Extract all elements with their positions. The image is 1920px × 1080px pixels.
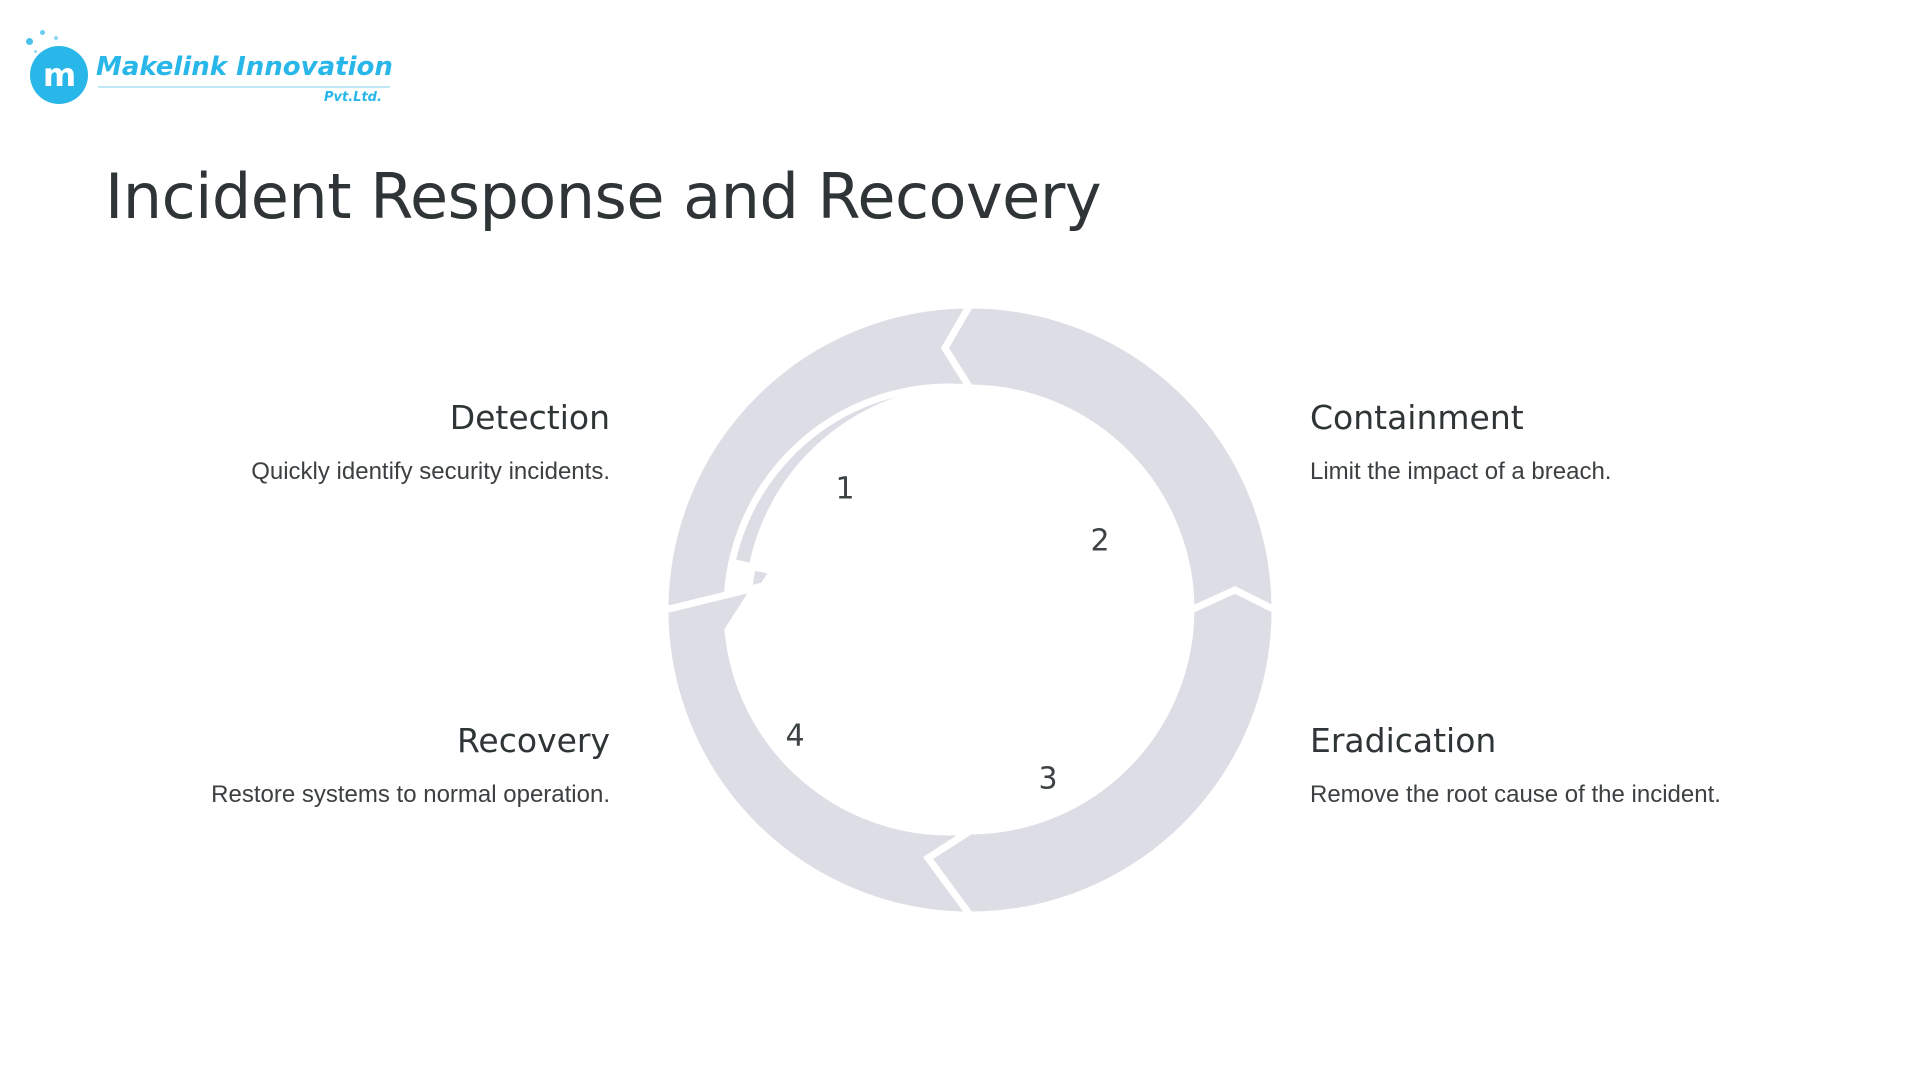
- logo-company-suffix: Pvt.Ltd.: [324, 90, 382, 105]
- label-eradication-description: Remove the root cause of the incident.: [1310, 781, 1721, 809]
- logo-divider: [98, 86, 390, 88]
- logo-dot-icon: [34, 50, 37, 53]
- logo-dot-icon: [54, 36, 58, 40]
- label-recovery: [130, 723, 610, 810]
- logo-circle-icon: [30, 46, 88, 104]
- cycle-number-2: 2: [1090, 523, 1110, 559]
- label-containment-title: Containment: [1310, 398, 1524, 437]
- label-detection-description: Quickly identify security incidents.: [251, 458, 610, 486]
- label-containment-description: Limit the impact of a breach.: [1310, 458, 1612, 486]
- label-containment: [1310, 400, 1870, 487]
- cycle-number-4: 4: [785, 718, 805, 754]
- label-eradication-title: Eradication: [1310, 721, 1497, 760]
- page-title: Incident Response and Recovery: [105, 160, 1102, 233]
- label-detection: [160, 400, 610, 487]
- cycle-diagram-svg: [660, 300, 1280, 920]
- brand-logo: [24, 24, 393, 114]
- logo-monogram: m: [42, 56, 76, 94]
- logo-dot-icon: [26, 38, 33, 45]
- label-recovery-title: Recovery: [456, 721, 610, 760]
- label-eradication: [1310, 723, 1870, 810]
- logo-dot-icon: [40, 30, 45, 35]
- cycle-center-hole: [864, 504, 1076, 716]
- label-recovery-description: Restore systems to normal operation.: [211, 781, 610, 809]
- label-detection-title: Detection: [449, 398, 610, 437]
- cycle-number-1: 1: [835, 471, 855, 507]
- logo-company-name: Makelink Innovation: [96, 52, 393, 82]
- cycle-diagram: [660, 300, 1280, 920]
- cycle-number-3: 3: [1038, 761, 1058, 797]
